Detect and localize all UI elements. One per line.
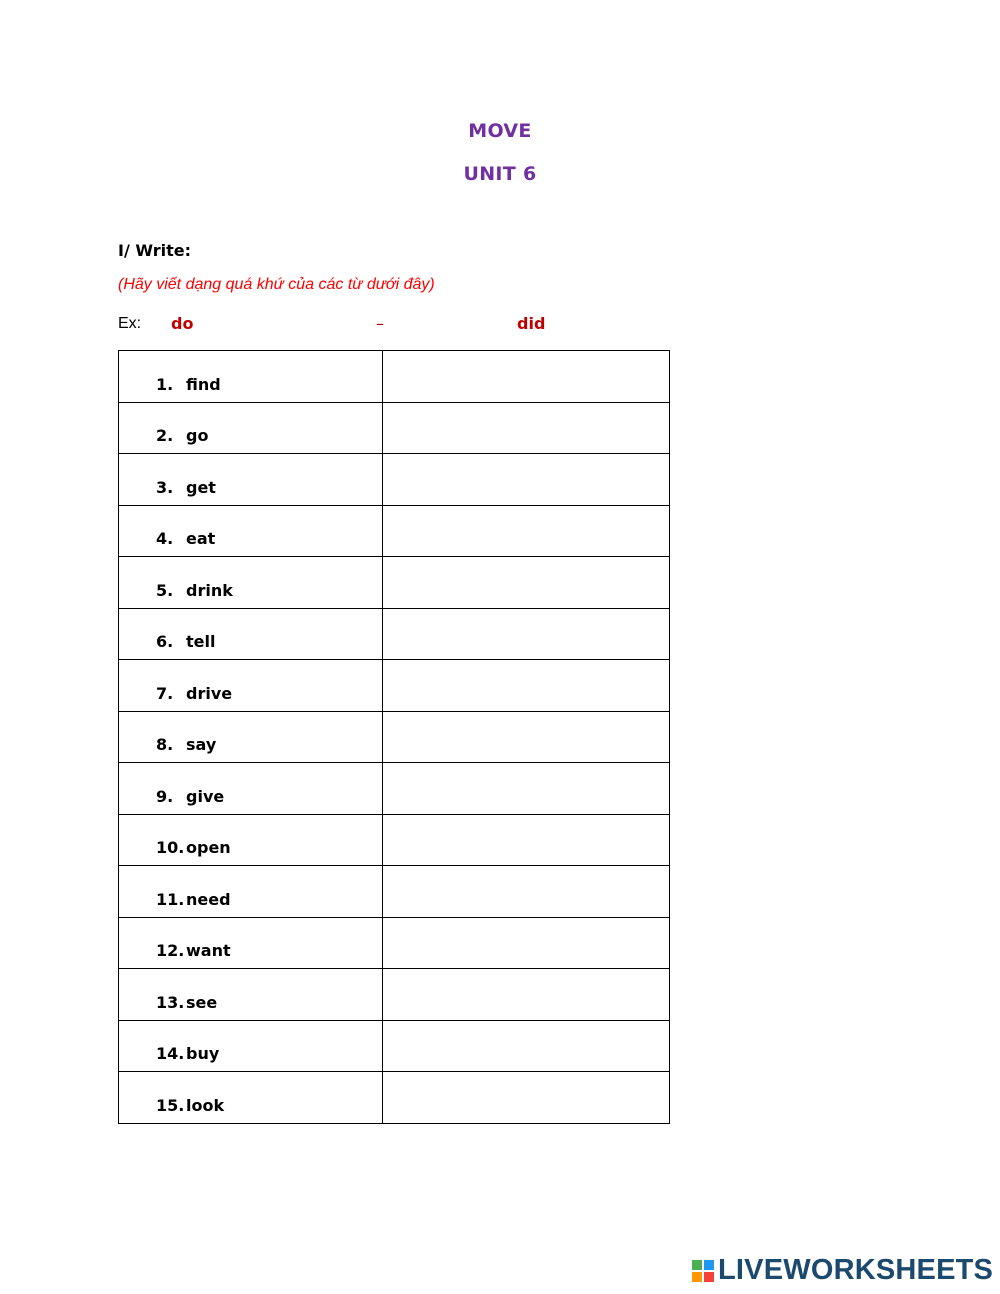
table-row xyxy=(119,763,670,815)
verb-item xyxy=(119,735,382,762)
verb-item xyxy=(119,1044,382,1071)
verb-table xyxy=(118,350,670,1124)
verb-item xyxy=(119,581,382,608)
verb-word: open xyxy=(186,838,231,857)
table-row xyxy=(119,866,670,918)
verb-word: get xyxy=(186,477,216,497)
verb-word: drink xyxy=(186,580,233,600)
example-label: Ex: xyxy=(118,315,142,332)
verb-cell xyxy=(119,608,383,660)
verb-item xyxy=(119,426,382,453)
verb-word: see xyxy=(186,992,218,1012)
table-row xyxy=(119,351,670,403)
verb-word: want xyxy=(186,941,231,960)
item-number: 1. xyxy=(156,374,174,394)
item-number: 10. xyxy=(156,838,185,857)
item-number: 4. xyxy=(156,529,174,548)
table-row xyxy=(119,557,670,609)
table-row xyxy=(119,660,670,712)
example-past-word: did xyxy=(517,314,546,333)
table-row xyxy=(119,1072,670,1124)
item-number: 14. xyxy=(156,1044,185,1063)
answer-cell[interactable] xyxy=(382,505,669,557)
table-row xyxy=(119,711,670,763)
verb-word: drive xyxy=(186,683,233,703)
verb-cell xyxy=(119,1020,383,1072)
item-number: 2. xyxy=(156,426,174,445)
item-number: 9. xyxy=(156,786,174,806)
verb-item xyxy=(119,529,382,556)
verb-word: need xyxy=(186,889,231,909)
verb-cell xyxy=(119,454,383,506)
item-number: 11. xyxy=(156,889,185,909)
table-row xyxy=(119,402,670,454)
answer-cell[interactable] xyxy=(382,454,669,506)
unit-subtitle: UNIT 6 xyxy=(463,163,537,185)
verb-cell xyxy=(119,711,383,763)
instruction-text: (Hãy viết dạng quá khứ của các từ dưới đây) xyxy=(118,276,435,293)
answer-cell[interactable] xyxy=(382,1020,669,1072)
verb-cell xyxy=(119,660,383,712)
item-number: 12. xyxy=(156,941,185,960)
verb-item xyxy=(119,632,382,659)
answer-cell[interactable] xyxy=(382,1072,669,1124)
section-heading: I/ Write: xyxy=(118,241,192,260)
answer-cell[interactable] xyxy=(382,557,669,609)
page-title: MOVE xyxy=(468,120,532,142)
verb-word: buy xyxy=(186,1044,220,1063)
item-number: 13. xyxy=(156,992,185,1012)
example-base-word: do xyxy=(171,314,194,333)
table-row xyxy=(119,505,670,557)
answer-cell[interactable] xyxy=(382,711,669,763)
verb-word: tell xyxy=(186,632,216,651)
logo-square xyxy=(692,1260,702,1270)
verb-item xyxy=(119,787,382,814)
answer-cell[interactable] xyxy=(382,866,669,918)
verb-word: look xyxy=(186,1095,225,1115)
item-number: 3. xyxy=(156,477,174,497)
answer-cell[interactable] xyxy=(382,763,669,815)
answer-cell[interactable] xyxy=(382,814,669,866)
item-number: 5. xyxy=(156,580,174,600)
verb-cell xyxy=(119,814,383,866)
item-number: 7. xyxy=(156,683,174,703)
verb-word: find xyxy=(186,374,221,394)
verb-cell xyxy=(119,763,383,815)
answer-cell[interactable] xyxy=(382,351,669,403)
verb-item xyxy=(119,890,382,917)
table-row xyxy=(119,1020,670,1072)
verb-cell xyxy=(119,1072,383,1124)
item-number: 8. xyxy=(156,735,174,754)
verb-cell xyxy=(119,866,383,918)
item-number: 15. xyxy=(156,1095,185,1115)
table-row xyxy=(119,608,670,660)
answer-cell[interactable] xyxy=(382,969,669,1021)
verb-cell xyxy=(119,969,383,1021)
answer-cell[interactable] xyxy=(382,660,669,712)
logo-square xyxy=(692,1272,702,1282)
verb-item xyxy=(119,993,382,1020)
verb-word: give xyxy=(186,786,225,806)
verb-item xyxy=(119,1096,382,1123)
verb-word: say xyxy=(186,735,217,754)
verb-item xyxy=(119,375,382,402)
logo-text: LIVEWORKSHEETS xyxy=(718,1254,994,1286)
table-row xyxy=(119,814,670,866)
liveworksheets-logo xyxy=(692,1254,993,1287)
verb-item xyxy=(119,941,382,968)
answer-cell[interactable] xyxy=(382,917,669,969)
logo-square xyxy=(704,1260,714,1270)
verb-cell xyxy=(119,917,383,969)
table-row xyxy=(119,969,670,1021)
verb-cell xyxy=(119,402,383,454)
verb-item xyxy=(119,478,382,505)
item-number: 6. xyxy=(156,632,174,651)
verb-item xyxy=(119,838,382,865)
verb-cell xyxy=(119,351,383,403)
verb-item xyxy=(119,684,382,711)
table-row xyxy=(119,454,670,506)
verb-cell xyxy=(119,557,383,609)
liveworksheets-logo-icon xyxy=(692,1260,714,1282)
logo-square xyxy=(704,1272,714,1282)
verb-word: go xyxy=(186,426,209,445)
verb-cell xyxy=(119,505,383,557)
verb-word: eat xyxy=(186,529,216,548)
table-row xyxy=(119,917,670,969)
example-dash: – xyxy=(376,314,384,333)
answer-cell[interactable] xyxy=(382,608,669,660)
answer-cell[interactable] xyxy=(382,402,669,454)
